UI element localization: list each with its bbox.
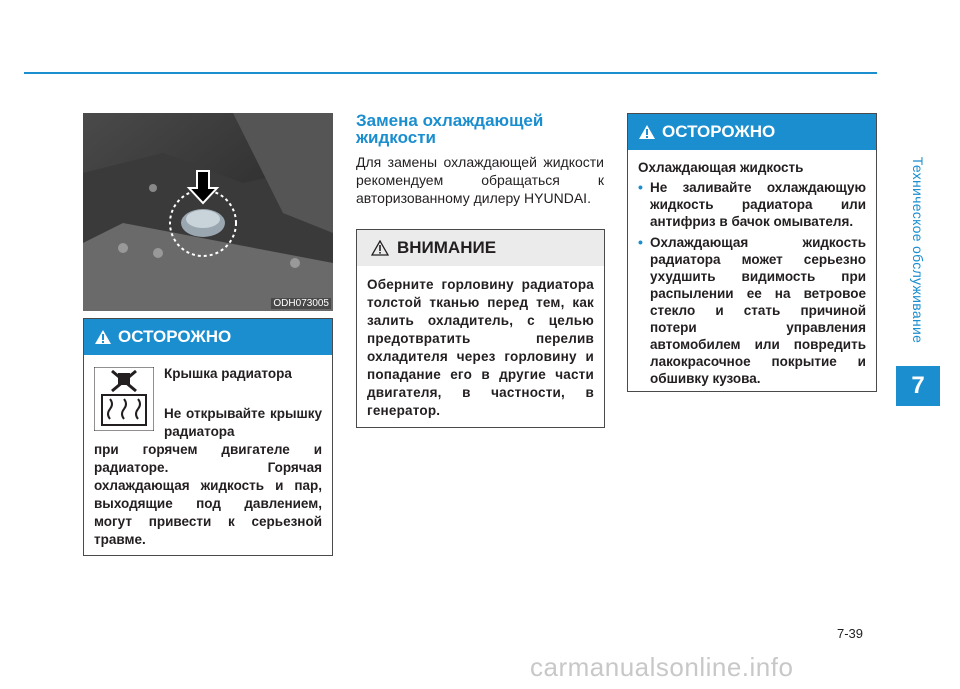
warning-text-rest: при горячем двигателе и радиаторе. Горячая охлаждающая жидкость и пар, выходящие под давлением, могут привести к серьезной травме. [94,442,322,547]
engine-illustration [83,113,333,311]
top-rule [24,72,877,74]
warning-triangle-icon [94,329,112,345]
list-item: • Охлаждающая жидкость радиатора может серьезно ухудшить видимость при распылении ее на ветровое стекло и стать причиной потери управления автомобилем или повредить лакокрасочное покрытие и обшивку кузова. [638,234,866,387]
warning-text-indented: Не открывайте крышку радиатора [164,406,322,439]
warning-header-text: ОСТОРОЖНО [118,327,232,346]
figure-code: ODH073005 [273,298,329,309]
section-body: Для замены охлаждающей жидкости рекомендуем обращаться к авторизованному дилеру HYUNDAI. [356,154,604,206]
chapter-number-box: 7 [896,366,940,406]
warning-triangle-icon [638,124,656,140]
warning-text [94,365,322,549]
warning-lead: Крышка радиатора [164,366,292,381]
engine-photo [83,113,333,311]
chapter-side-title [896,130,940,370]
section-title: Замена охлаждающей жидкости [356,111,544,147]
warning-box-radiator-cap [83,318,333,556]
chapter-title-text: Техническое обслуживание [910,156,926,344]
warning-header-right-text: ОСТОРОЖНО [662,122,776,141]
warning-header-right [628,114,876,150]
watermark: carmanualsonline.info [530,652,794,682]
caution-header [357,230,604,266]
list-item: • Не заливайте охлаждающую жидкость радиатора или антифриз в бачок омывателя. [638,179,866,230]
caution-header-text: ВНИМАНИЕ [397,238,497,257]
caution-text: Оберните горловину радиатора толстой тканью перед тем, как залить охладитель, с целью предотвратить перелив охладителя через горловину и попадание его в другие части двигателя, в частности, в генератор. [367,277,594,418]
caution-triangle-icon [371,240,389,256]
caution-box [356,229,605,428]
warning-right-list [628,179,876,387]
warning-right-title: Охлаждающая жидкость [638,160,804,175]
warning-box-coolant [627,113,877,392]
warning-header [84,319,332,355]
page-number: 7-39 [837,626,864,641]
